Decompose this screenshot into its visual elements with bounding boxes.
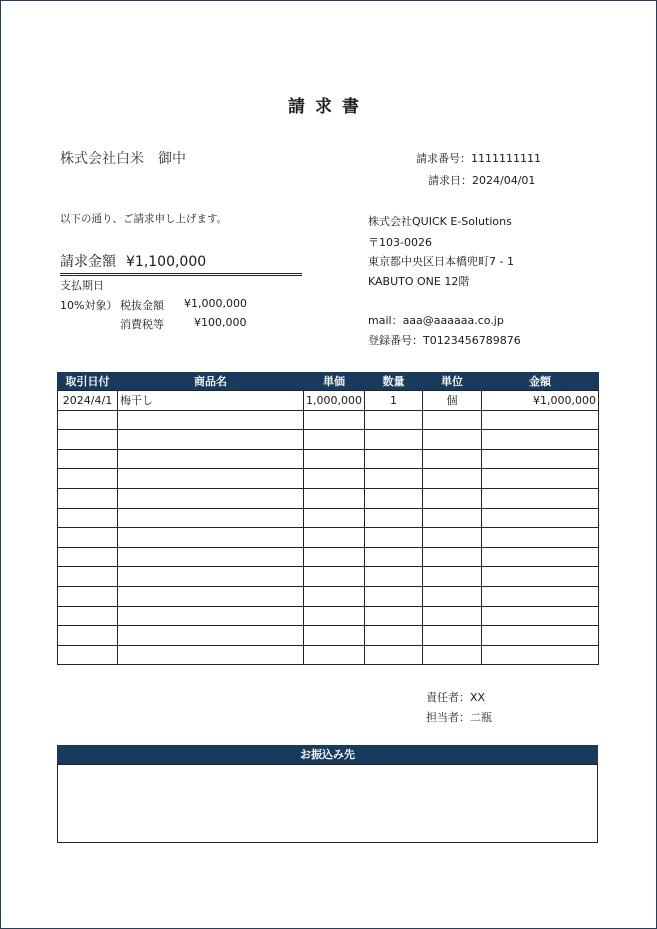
cell-unit-price — [304, 528, 365, 548]
cell-quantity — [365, 449, 423, 469]
cell-product — [118, 567, 304, 587]
cell-product — [118, 645, 304, 665]
cell-quantity — [365, 547, 423, 567]
cell-amount — [482, 469, 599, 489]
cell-unit-price — [304, 488, 365, 508]
cell-date — [58, 508, 118, 528]
table-row — [58, 488, 599, 508]
cell-amount — [482, 528, 599, 548]
cell-product — [118, 410, 304, 430]
cell-unit-price — [304, 586, 365, 606]
cell-amount — [482, 488, 599, 508]
tax-excluded-value: ¥1,000,000 — [184, 297, 247, 310]
bank-transfer-header: お振込み先 — [57, 745, 598, 764]
cell-product — [118, 508, 304, 528]
header-product: 商品名 — [118, 372, 304, 391]
cell-amount — [482, 410, 599, 430]
cell-date — [58, 606, 118, 626]
table-row — [58, 410, 599, 430]
table-row — [58, 586, 599, 606]
bank-transfer-box — [57, 764, 598, 843]
cell-quantity — [365, 430, 423, 450]
cell-unit-price — [304, 626, 365, 646]
cell-amount — [482, 547, 599, 567]
payment-due-label: 支払期日 — [60, 279, 104, 292]
cell-unit — [423, 547, 482, 567]
cell-amount — [482, 430, 599, 450]
cell-unit — [423, 430, 482, 450]
cell-date — [58, 586, 118, 606]
document-title: 請求書 — [288, 97, 369, 117]
cell-unit: 個 — [423, 391, 482, 411]
cell-quantity: 1 — [365, 391, 423, 411]
table-row — [58, 449, 599, 469]
cell-unit-price — [304, 645, 365, 665]
table-row — [58, 547, 599, 567]
cell-unit — [423, 586, 482, 606]
cell-amount — [482, 449, 599, 469]
cell-unit-price — [304, 567, 365, 587]
cell-unit-price: 1,000,000 — [304, 391, 365, 411]
cell-amount — [482, 645, 599, 665]
cell-date — [58, 645, 118, 665]
issuer-company: 株式会社QUICK E-Solutions — [368, 215, 512, 228]
cell-quantity — [365, 626, 423, 646]
cell-product — [118, 606, 304, 626]
cell-unit — [423, 469, 482, 489]
issuer-address: 東京都中央区日本橋兜町7 - 1 — [368, 255, 514, 268]
person-in-charge: 担当者：二瓶 — [426, 711, 492, 724]
greeting-text: 以下の通り、ご請求申し上げます。 — [60, 213, 228, 225]
cell-unit-price — [304, 547, 365, 567]
cell-quantity — [365, 528, 423, 548]
total-label: 請求金額 — [60, 254, 116, 270]
cell-quantity — [365, 410, 423, 430]
cell-quantity — [365, 586, 423, 606]
cell-quantity — [365, 567, 423, 587]
consumption-tax-value: ¥100,000 — [194, 316, 247, 329]
invoice-date: 請求日：2024/04/01 — [428, 174, 536, 187]
cell-product: 梅干し — [118, 391, 304, 411]
cell-product — [118, 449, 304, 469]
customer-name: 株式会社白米 御中 — [60, 151, 186, 167]
cell-product — [118, 547, 304, 567]
header-quantity: 数量 — [365, 372, 423, 391]
cell-product — [118, 586, 304, 606]
cell-unit-price — [304, 469, 365, 489]
cell-amount — [482, 508, 599, 528]
cell-quantity — [365, 488, 423, 508]
table-row — [58, 528, 599, 548]
total-amount: ¥1,100,000 — [126, 254, 207, 270]
cell-date — [58, 430, 118, 450]
cell-unit — [423, 645, 482, 665]
cell-unit — [423, 488, 482, 508]
tax-rate-label: 10%対象） — [60, 299, 118, 312]
cell-date: 2024/4/1 — [58, 391, 118, 411]
issuer-registration: 登録番号：T0123456789876 — [368, 334, 521, 347]
cell-date — [58, 547, 118, 567]
header-date: 取引日付 — [58, 372, 118, 391]
cell-unit — [423, 508, 482, 528]
cell-date — [58, 449, 118, 469]
cell-quantity — [365, 606, 423, 626]
cell-date — [58, 488, 118, 508]
cell-unit-price — [304, 606, 365, 626]
cell-amount: ¥1,000,000 — [482, 391, 599, 411]
cell-product — [118, 626, 304, 646]
cell-unit-price — [304, 430, 365, 450]
cell-unit — [423, 626, 482, 646]
cell-amount — [482, 567, 599, 587]
table-header-row — [58, 372, 599, 391]
table-row — [58, 626, 599, 646]
cell-amount — [482, 606, 599, 626]
consumption-tax-label: 消費税等 — [120, 318, 164, 331]
cell-date — [58, 410, 118, 430]
total-amount-block — [60, 251, 302, 276]
cell-product — [118, 488, 304, 508]
cell-unit — [423, 528, 482, 548]
cell-unit-price — [304, 508, 365, 528]
cell-unit — [423, 449, 482, 469]
issuer-postal: 〒103-0026 — [368, 236, 432, 249]
cell-date — [58, 469, 118, 489]
cell-amount — [482, 626, 599, 646]
cell-date — [58, 626, 118, 646]
table-row — [58, 391, 599, 411]
tax-excluded-label: 税抜金額 — [120, 299, 164, 312]
table-row — [58, 469, 599, 489]
header-unit: 単位 — [423, 372, 482, 391]
cell-unit — [423, 606, 482, 626]
issuer-mail: mail：aaa@aaaaaa.co.jp — [368, 314, 504, 327]
cell-amount — [482, 586, 599, 606]
cell-unit — [423, 567, 482, 587]
table-row — [58, 567, 599, 587]
table-row — [58, 508, 599, 528]
cell-quantity — [365, 469, 423, 489]
cell-quantity — [365, 508, 423, 528]
cell-unit-price — [304, 449, 365, 469]
line-items-table — [57, 372, 599, 665]
responsible-person: 責任者：XX — [426, 691, 486, 704]
table-row — [58, 645, 599, 665]
cell-quantity — [365, 645, 423, 665]
cell-date — [58, 567, 118, 587]
header-unit-price: 単価 — [304, 372, 365, 391]
table-row — [58, 430, 599, 450]
cell-product — [118, 528, 304, 548]
cell-unit-price — [304, 410, 365, 430]
header-amount: 金額 — [482, 372, 599, 391]
cell-date — [58, 528, 118, 548]
issuer-building: KABUTO ONE 12階 — [368, 275, 470, 288]
cell-product — [118, 430, 304, 450]
table-row — [58, 606, 599, 626]
cell-product — [118, 469, 304, 489]
cell-unit — [423, 410, 482, 430]
invoice-number: 請求番号：1111111111 — [416, 152, 541, 165]
